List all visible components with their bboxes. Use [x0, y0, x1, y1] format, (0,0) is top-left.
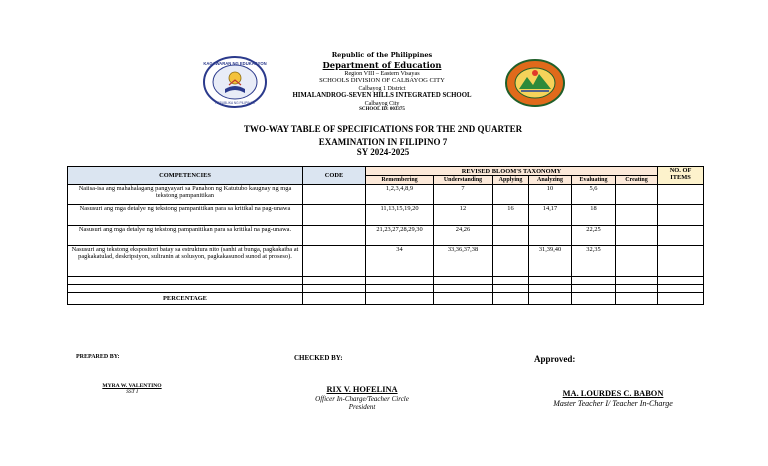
evaluating-cell: 22,25 [572, 226, 616, 246]
applying-cell [493, 185, 529, 205]
understanding-cell: 24,26 [434, 226, 493, 246]
division-line: SCHOOLS DIVISION OF CALBAYOG CITY [319, 77, 445, 84]
code-cell [303, 226, 366, 246]
understanding-cell: 12 [434, 205, 493, 226]
analyzing-cell [529, 226, 572, 246]
applying-cell [493, 226, 529, 246]
republic-line: Republic of the Philippines [331, 51, 433, 59]
table-row [68, 226, 704, 246]
approved-name: MA. LOURDES C. BABON [562, 389, 664, 398]
level-applying: Applying [493, 176, 529, 185]
table-row-empty [68, 277, 704, 285]
competency-cell: Nasusuri ang mga detalye ng tekstong pampanitikan para sa kritikal na pag-unawa [68, 205, 303, 226]
evaluating-cell: 5,6 [572, 185, 616, 205]
table-row [68, 246, 704, 277]
document-subtitle: EXAMINATION IN FILIPINO 7 [318, 137, 448, 147]
applying-cell [493, 246, 529, 277]
school-name-line: HIMALANDROG-SEVEN HILLS INTEGRATED SCHOOL [292, 92, 472, 99]
creating-cell [616, 246, 658, 277]
code-cell [303, 246, 366, 277]
level-analyzing: Analyzing [529, 176, 572, 185]
school-year: SY 2024-2025 [356, 147, 410, 157]
competency-cell: Naiisa-isa ang mahahalagang pangyayari sa Panahon ng Katutubo kaugnay ng mga tekstong pampanitikan [68, 185, 303, 205]
region-line: Region VIII – Eastern Visayas [344, 70, 420, 77]
table-row [68, 185, 704, 205]
percentage-label: PERCENTAGE [68, 293, 303, 305]
approved-signature [538, 389, 688, 408]
department-line: Department of Education [322, 60, 442, 70]
prepared-name: MYRA W. VALENTINO [102, 383, 162, 389]
level-evaluating: Evaluating [572, 176, 616, 185]
creating-cell [616, 185, 658, 205]
items-cell [658, 185, 704, 205]
city-line: Calbayog City [364, 101, 400, 107]
district-line: Calbayog 1 District [358, 86, 406, 92]
seal-text: KAGAWARAN NG EDUKASYON [203, 61, 267, 66]
understanding-cell: 7 [434, 185, 493, 205]
creating-cell [616, 226, 658, 246]
competency-cell: Nasusuri ang tekstong ekspositori batay sa estruktura nito (sanhi at bunga, pagkakaiba at pagkakatulad, deskripsiyon, suliranin at solusyon, pagkakasunod sunod at proseso). [68, 246, 303, 277]
items-cell [658, 226, 704, 246]
document-title: TWO-WAY TABLE OF SPECIFICATIONS FOR THE 2ND QUARTER [243, 124, 523, 134]
approved-label: Approved: [534, 354, 576, 364]
remembering-cell: 1,2,3,4,8,9 [366, 185, 434, 205]
checked-position-2: President [348, 402, 376, 411]
header-competencies: COMPETENCIES [68, 167, 303, 185]
specification-table [67, 166, 704, 305]
prepared-position: SST I [126, 389, 138, 396]
applying-cell: 16 [493, 205, 529, 226]
creating-cell [616, 205, 658, 226]
checked-position: Officer In-Charge/Teacher Circle [315, 394, 409, 403]
remembering-cell: 11,13,15,19,20 [366, 205, 434, 226]
level-understanding: Understanding [434, 176, 493, 185]
prepared-signature [88, 383, 176, 396]
understanding-cell: 33,36,37,38 [434, 246, 493, 277]
analyzing-cell: 31,39,40 [529, 246, 572, 277]
code-cell [303, 205, 366, 226]
analyzing-cell: 10 [529, 185, 572, 205]
level-creating: Creating [616, 176, 658, 185]
items-cell [658, 205, 704, 226]
level-remembering: Remembering [366, 176, 434, 185]
header-code: CODE [303, 167, 366, 185]
evaluating-cell: 32,35 [572, 246, 616, 277]
approved-position: Master Teacher I/ Teacher In-Charge [553, 398, 673, 408]
items-cell [658, 246, 704, 277]
checked-name: RIX V. HOFELINA [326, 385, 398, 394]
competency-cell: Nasusuri ang mga detalye ng tekstong pampanitikan para sa kritikal na pag-unawa. [68, 226, 303, 246]
remembering-cell: 21,23,27,28,29,30 [366, 226, 434, 246]
code-cell [303, 185, 366, 205]
checked-signature [298, 385, 426, 411]
checked-by-label: CHECKED BY: [294, 354, 343, 362]
school-id-line: SCHOOL ID: 003375 [359, 107, 405, 112]
remembering-cell: 34 [366, 246, 434, 277]
table-row [68, 205, 704, 226]
seal-subtext: REPUBLIKA NG PILIPINAS [215, 101, 255, 105]
table-row-empty [68, 285, 704, 293]
percentage-row [68, 293, 704, 305]
header-bloom: REVISED BLOOM'S TAXONOMY [366, 167, 658, 176]
header-no-of-items: NO. OF ITEMS [658, 167, 704, 185]
analyzing-cell: 14,17 [529, 205, 572, 226]
prepared-by-label: PREPARED BY: [76, 354, 120, 360]
evaluating-cell: 18 [572, 205, 616, 226]
